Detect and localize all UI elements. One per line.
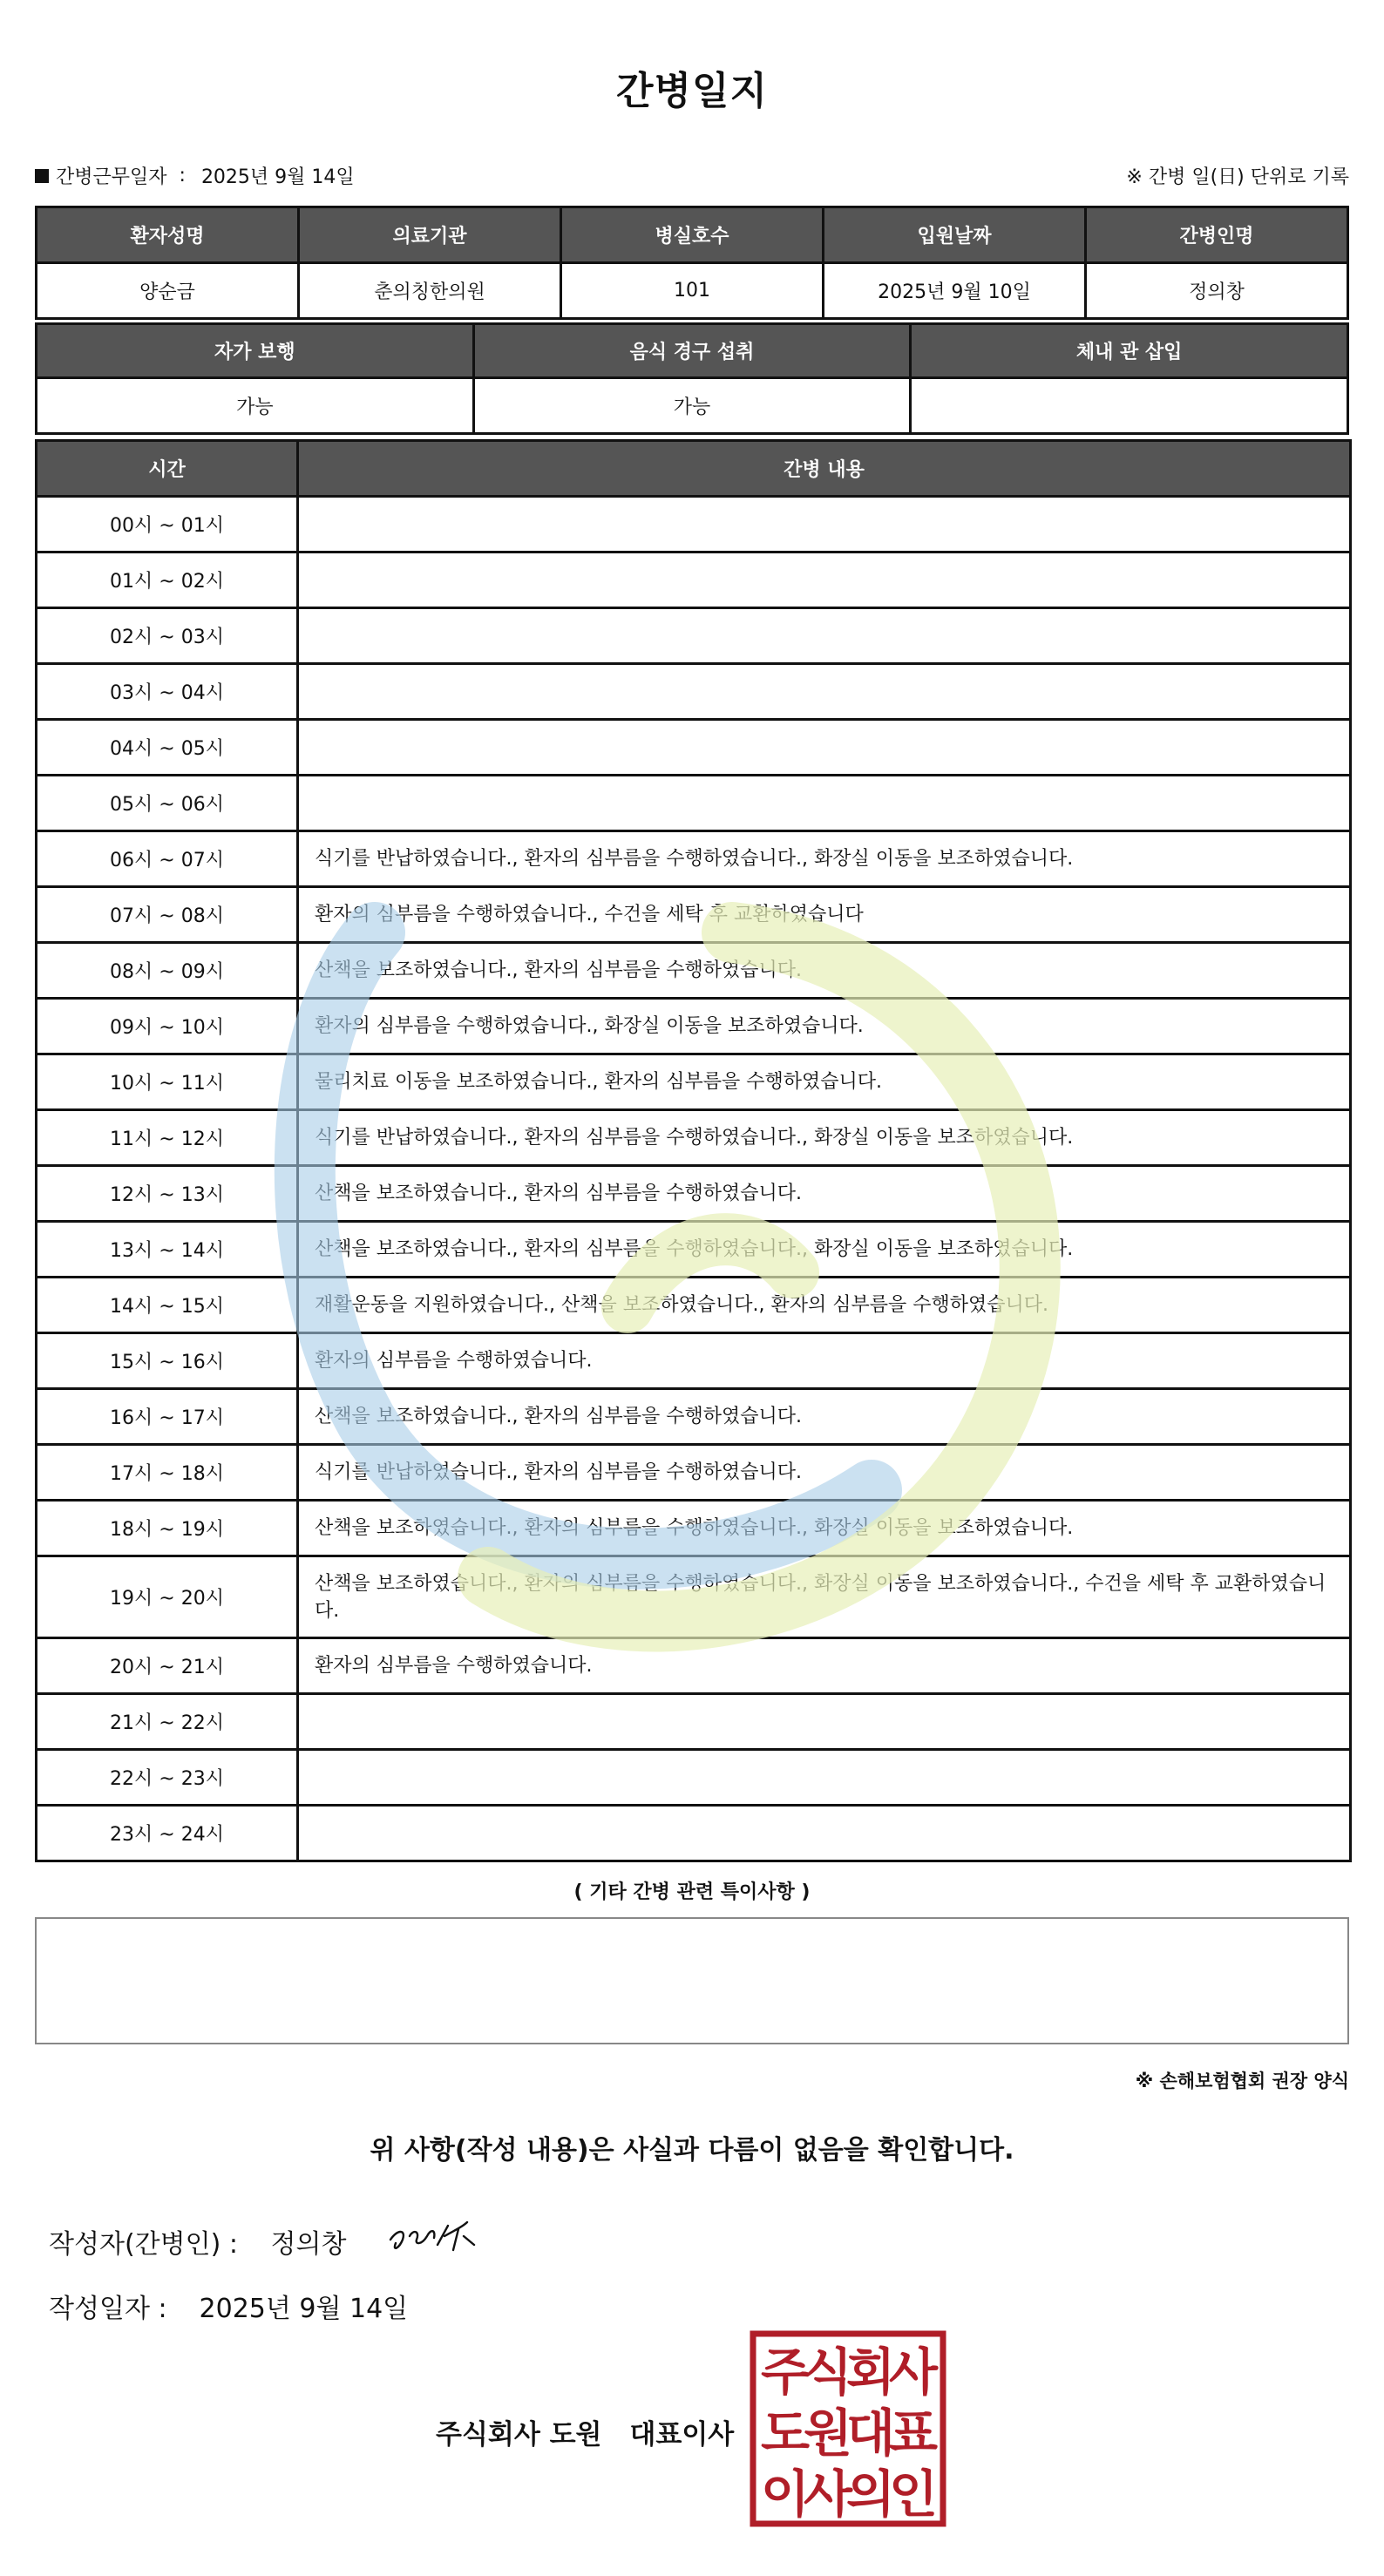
care-content-cell (298, 664, 1351, 720)
care-content-cell (298, 608, 1351, 664)
table-row (37, 1694, 1351, 1750)
unit-note: ※ 간병 일(日) 단위로 기록 (1126, 166, 1349, 188)
header-self-walking: 자가 보행 (37, 324, 474, 378)
meta-row (35, 162, 1349, 192)
time-cell: 06시 ~ 07시 (37, 831, 298, 887)
table-row (37, 608, 1351, 664)
care-content-cell: 환자의 심부름을 수행하였습니다. (298, 1333, 1351, 1389)
special-notes-title: ( 기타 간병 관련 특이사항 ) (573, 1881, 811, 1903)
svg-text:식: 식 (803, 2342, 853, 2402)
time-cell: 19시 ~ 20시 (37, 1556, 298, 1638)
association-note: ※ 손해보험협회 권장 양식 (1135, 2071, 1349, 2091)
table-row (37, 1638, 1351, 1694)
square-bullet-icon (35, 169, 49, 183)
svg-text:회: 회 (845, 2342, 896, 2402)
svg-text:원: 원 (803, 2403, 853, 2463)
care-content-cell: 산책을 보조하였습니다., 환자의 심부름을 수행하였습니다. (298, 943, 1351, 999)
table-row (37, 664, 1351, 720)
time-cell: 15시 ~ 16시 (37, 1333, 298, 1389)
time-cell: 01시 ~ 02시 (37, 552, 298, 608)
time-cell: 00시 ~ 01시 (37, 497, 298, 552)
patient-value-row (37, 263, 1348, 319)
care-content-cell (298, 1806, 1351, 1861)
care-content-cell: 산책을 보조하였습니다., 환자의 심부름을 수행하였습니다. (298, 1166, 1351, 1222)
table-row (37, 776, 1351, 831)
admission-date: 2025년 9월 10일 (824, 263, 1086, 319)
time-cell: 20시 ~ 21시 (37, 1638, 298, 1694)
table-row (37, 497, 1351, 552)
patient-header-row (37, 207, 1348, 263)
time-cell: 04시 ~ 05시 (37, 720, 298, 776)
work-date-label: 간병근무일자 (56, 166, 167, 188)
company-seal-icon (750, 2330, 946, 2527)
table-row (37, 1750, 1351, 1806)
time-cell: 14시 ~ 15시 (37, 1278, 298, 1333)
signature-icon (383, 2210, 488, 2262)
svg-text:의: 의 (845, 2464, 896, 2524)
company-line (436, 2412, 734, 2451)
table-row (37, 999, 1351, 1054)
writer-name: 정의창 (270, 2229, 347, 2260)
patient-info-table (35, 206, 1349, 320)
header-time: 시간 (37, 441, 298, 497)
status-header-row (37, 324, 1348, 378)
time-cell: 03시 ~ 04시 (37, 664, 298, 720)
writer-label: 작성자(간병인) : (49, 2229, 238, 2260)
care-content-cell: 식기를 반납하였습니다., 환자의 심부름을 수행하였습니다., 화장실 이동을 보조하였습니다. (298, 831, 1351, 887)
header-patient-name: 환자성명 (37, 207, 299, 263)
time-cell: 11시 ~ 12시 (37, 1110, 298, 1166)
time-cell: 02시 ~ 03시 (37, 608, 298, 664)
confirmation-statement: 위 사항(작성 내용)은 사실과 다름이 없음을 확인합니다. (370, 2135, 1014, 2166)
table-row (37, 1445, 1351, 1501)
written-date-line (49, 2287, 408, 2325)
svg-text:사: 사 (888, 2342, 939, 2402)
tube-insertion-value (911, 378, 1348, 434)
svg-text:표: 표 (888, 2403, 939, 2463)
work-date-value: 2025년 9월 14일 (200, 166, 355, 188)
care-content-cell: 산책을 보조하였습니다., 환자의 심부름을 수행하였습니다. (298, 1389, 1351, 1445)
writer-line (49, 2222, 347, 2261)
care-content-cell: 산책을 보조하였습니다., 환자의 심부름을 수행하였습니다., 화장실 이동을 보조하였습니다. (298, 1222, 1351, 1278)
table-row (37, 1806, 1351, 1861)
svg-text:도: 도 (760, 2403, 811, 2463)
patient-status-table (35, 322, 1349, 435)
care-content-cell: 환자의 심부름을 수행하였습니다., 수건을 세탁 후 교환하였습니다 (298, 887, 1351, 943)
header-care-content: 간병 내용 (298, 441, 1351, 497)
svg-text:대: 대 (845, 2403, 896, 2463)
time-cell: 23시 ~ 24시 (37, 1806, 298, 1861)
written-date-value: 2025년 9월 14일 (199, 2294, 409, 2324)
svg-text:사: 사 (803, 2464, 853, 2524)
time-cell: 21시 ~ 22시 (37, 1694, 298, 1750)
table-row (37, 1054, 1351, 1110)
time-cell: 07시 ~ 08시 (37, 887, 298, 943)
header-caregiver: 간병인명 (1086, 207, 1348, 263)
care-content-cell: 물리치료 이동을 보조하였습니다., 환자의 심부름을 수행하였습니다. (298, 1054, 1351, 1110)
care-content-cell: 식기를 반납하였습니다., 환자의 심부름을 수행하였습니다., 화장실 이동을 보조하였습니다. (298, 1110, 1351, 1166)
table-row (37, 1278, 1351, 1333)
table-row (37, 943, 1351, 999)
care-content-cell: 환자의 심부름을 수행하였습니다., 화장실 이동을 보조하였습니다. (298, 999, 1351, 1054)
table-row (37, 1556, 1351, 1638)
patient-name: 양순금 (37, 263, 299, 319)
care-content-cell: 산책을 보조하였습니다., 환자의 심부름을 수행하였습니다., 화장실 이동을 보조하였습니다. (298, 1501, 1351, 1556)
self-walking-value: 가능 (37, 378, 474, 434)
time-cell: 17시 ~ 18시 (37, 1445, 298, 1501)
status-value-row (37, 378, 1348, 434)
time-cell: 08시 ~ 09시 (37, 943, 298, 999)
svg-text:이: 이 (760, 2464, 811, 2524)
company-name: 주식회사 도원 (436, 2419, 602, 2451)
time-cell: 12시 ~ 13시 (37, 1166, 298, 1222)
time-cell: 18시 ~ 19시 (37, 1501, 298, 1556)
written-date-label: 작성일자 : (49, 2294, 167, 2324)
header-oral-intake: 음식 경구 섭취 (473, 324, 911, 378)
header-room: 병실호수 (561, 207, 824, 263)
header-admission-date: 입원날짜 (824, 207, 1086, 263)
hospital-name: 춘의칭한의원 (299, 263, 561, 319)
work-date-block (35, 162, 355, 189)
table-row (37, 1166, 1351, 1222)
time-cell: 22시 ~ 23시 (37, 1750, 298, 1806)
care-content-cell: 산책을 보조하였습니다., 환자의 심부름을 수행하였습니다., 화장실 이동을 보조하였습니다., 수건을 세탁 후 교환하였습니다. (298, 1556, 1351, 1638)
care-content-cell: 환자의 심부름을 수행하였습니다. (298, 1638, 1351, 1694)
caregiver-name: 정의창 (1086, 263, 1348, 319)
special-notes-box (35, 1917, 1349, 2044)
care-content-cell (298, 720, 1351, 776)
table-row (37, 720, 1351, 776)
table-row (37, 552, 1351, 608)
care-log-table (35, 439, 1352, 1862)
document-title: 간병일지 (615, 69, 768, 113)
care-content-cell (298, 497, 1351, 552)
log-header-row (37, 441, 1351, 497)
table-row (37, 1222, 1351, 1278)
header-tube-insertion: 체내 관 삽입 (911, 324, 1348, 378)
table-row (37, 831, 1351, 887)
care-content-cell (298, 1750, 1351, 1806)
colon: : (179, 165, 186, 186)
room-number: 101 (561, 263, 824, 319)
svg-text:인: 인 (888, 2464, 939, 2524)
time-cell: 13시 ~ 14시 (37, 1222, 298, 1278)
table-row (37, 1389, 1351, 1445)
table-row (37, 1333, 1351, 1389)
time-cell: 16시 ~ 17시 (37, 1389, 298, 1445)
table-row (37, 1501, 1351, 1556)
table-row (37, 887, 1351, 943)
time-cell: 05시 ~ 06시 (37, 776, 298, 831)
care-content-cell: 재활운동을 지원하였습니다., 산책을 보조하였습니다., 환자의 심부름을 수행하였습니다. (298, 1278, 1351, 1333)
care-content-cell: 식기를 반납하였습니다., 환자의 심부름을 수행하였습니다. (298, 1445, 1351, 1501)
oral-intake-value: 가능 (473, 378, 911, 434)
care-content-cell (298, 1694, 1351, 1750)
time-cell: 10시 ~ 11시 (37, 1054, 298, 1110)
svg-text:주: 주 (760, 2342, 811, 2402)
time-cell: 09시 ~ 10시 (37, 999, 298, 1054)
representative-title: 대표이사 (629, 2419, 735, 2451)
header-hospital: 의료기관 (299, 207, 561, 263)
table-row (37, 1110, 1351, 1166)
care-content-cell (298, 552, 1351, 608)
care-content-cell (298, 776, 1351, 831)
